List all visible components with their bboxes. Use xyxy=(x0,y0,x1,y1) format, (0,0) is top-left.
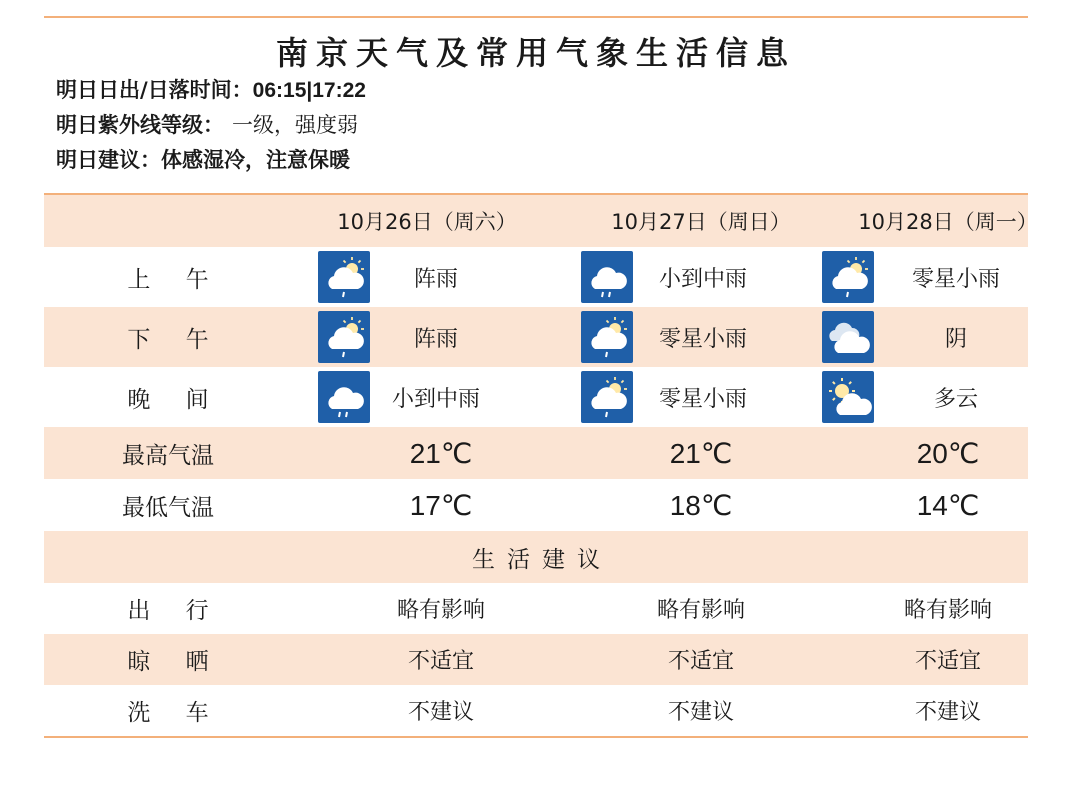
weather-condition-text: 阵雨 xyxy=(413,327,458,352)
weather-condition-text: 多云 xyxy=(933,387,978,412)
life-advice-value: 不建议 xyxy=(667,700,734,725)
date-day-1: 10月26日（周六） xyxy=(337,210,517,234)
date-day-2: 10月27日（周日） xyxy=(611,210,791,234)
life-advice-value: 不适宜 xyxy=(914,649,981,674)
life-advice-label: 出 行 xyxy=(127,598,223,624)
weather-condition-text: 零星小雨 xyxy=(658,327,747,352)
high-temp-day-2: 21℃ xyxy=(669,437,733,469)
life-advice-value: 略有影响 xyxy=(903,598,992,623)
life-advice-row xyxy=(44,685,1028,736)
partly-cloudy-icon xyxy=(822,371,874,423)
high-temp-row xyxy=(44,427,1028,479)
weather-condition-text: 小到中雨 xyxy=(391,387,480,412)
life-advice-label: 洗 车 xyxy=(127,700,223,726)
cloudy-icon xyxy=(822,311,874,363)
period-label: 下 午 xyxy=(127,326,223,353)
life-advice-label: 晾 晒 xyxy=(127,649,223,675)
life-advice-heading-row xyxy=(44,531,1028,583)
sunrise-sunset-label: 明日日出/日落时间： xyxy=(56,78,253,102)
uv-label: 明日紫外线等级： xyxy=(56,113,224,137)
sunrise-sunset-value: 06:15|17:22 xyxy=(252,79,366,102)
high-temp-label: 最高气温 xyxy=(122,442,214,469)
life-advice-value: 不建议 xyxy=(407,700,474,725)
weather-condition-text: 零星小雨 xyxy=(658,387,747,412)
life-advice-row xyxy=(44,583,1028,634)
low-temp-row xyxy=(44,479,1028,531)
advice-label: 明日建议： xyxy=(56,148,161,172)
weather-period-row xyxy=(44,247,1028,307)
life-advice-value: 不适宜 xyxy=(667,649,734,674)
weather-condition-text: 阴 xyxy=(944,327,967,352)
weather-condition-text: 小到中雨 xyxy=(658,267,747,292)
weather-period-row xyxy=(44,307,1028,367)
date-day-3: 10月28日（周一） xyxy=(858,210,1038,234)
sunrise-sunset-info xyxy=(56,74,366,104)
date-header-row xyxy=(44,195,1038,247)
period-label: 上 午 xyxy=(127,266,223,293)
life-advice-value: 略有影响 xyxy=(656,598,745,623)
top-border xyxy=(44,16,1028,18)
low-temp-day-2: 18℃ xyxy=(669,489,733,521)
high-temp-day-3: 20℃ xyxy=(916,437,980,469)
high-temp-day-1: 21℃ xyxy=(409,437,473,469)
life-advice-value: 略有影响 xyxy=(396,598,485,623)
uv-value: 一级，强度弱 xyxy=(232,113,358,137)
bottom-border xyxy=(44,736,1028,738)
low-temp-day-3: 14℃ xyxy=(916,489,980,521)
life-advice-value: 不建议 xyxy=(914,700,981,725)
weather-period-row xyxy=(44,367,1028,427)
period-label: 晚 间 xyxy=(127,386,223,413)
page-title: 南京天气及常用气象生活信息 xyxy=(275,34,796,72)
life-advice-value: 不适宜 xyxy=(407,649,474,674)
weather-condition-text: 阵雨 xyxy=(413,267,458,292)
life-advice-row xyxy=(44,634,1028,685)
shower-icon xyxy=(822,251,874,303)
uv-info xyxy=(56,109,358,139)
life-advice-heading: 生活建议 xyxy=(472,546,612,573)
low-temp-label: 最低气温 xyxy=(122,494,214,521)
low-temp-day-1: 17℃ xyxy=(409,489,473,521)
weather-condition-text: 零星小雨 xyxy=(911,267,1000,292)
advice-info xyxy=(56,144,350,174)
advice-value: 体感湿冷，注意保暖 xyxy=(161,148,350,172)
